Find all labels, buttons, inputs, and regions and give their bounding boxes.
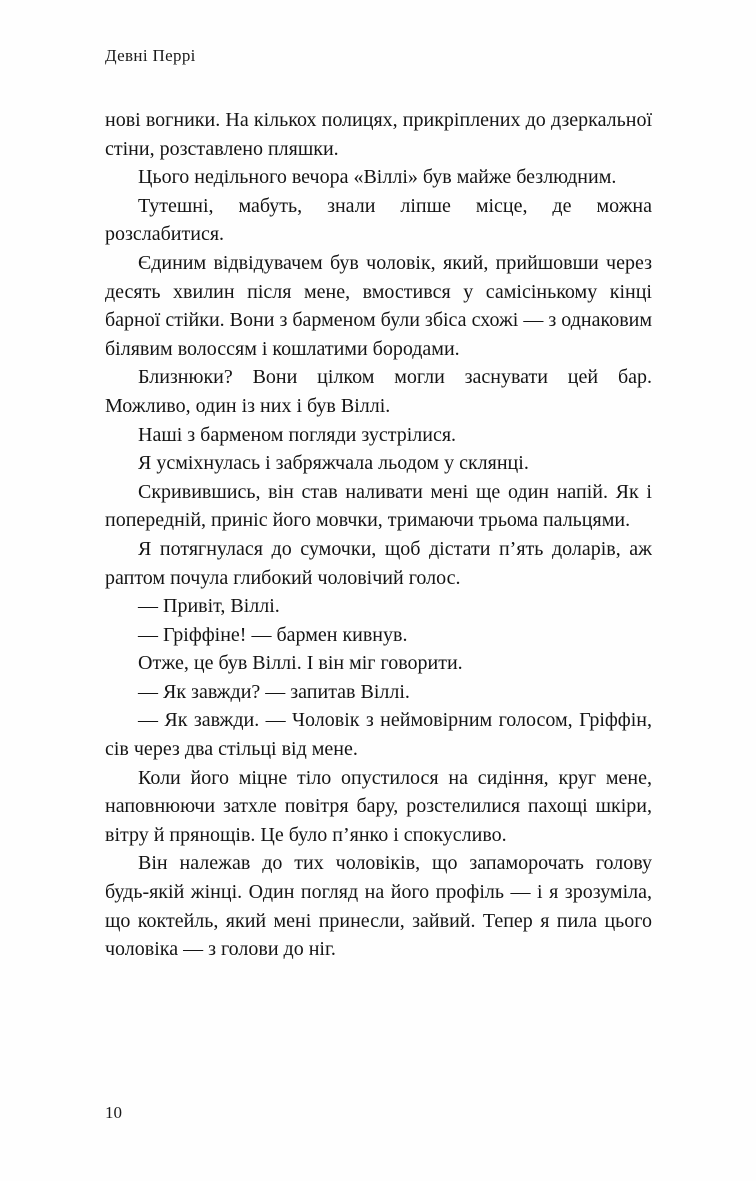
paragraph: Отже, це був Віллі. І він міг говорити. bbox=[138, 652, 463, 675]
paragraph: — Привіт, Віллі. bbox=[138, 595, 280, 618]
paragraph: — Гріффіне! — бармен кивнув. bbox=[138, 623, 408, 646]
paragraph: Тутешні, мабуть, знали ліпше місце, де можна розслабитися. bbox=[105, 194, 652, 246]
page-number: 10 bbox=[105, 1103, 122, 1122]
paragraph: Наші з барменом погляди зустрілися. bbox=[138, 423, 457, 446]
paragraph: нові вогники. На кількох полицях, прикріплених до дзеркальної стіни, розставлено пляшки. bbox=[105, 109, 652, 160]
paragraph: Близнюки? Вони цілком могли заснувати цей бар. Можливо, один із них і був Віллі. bbox=[105, 366, 652, 417]
paragraph: — Як завжди. — Чоловік з неймовірним голосом, Гріффін, сів через два стільці від мене. bbox=[105, 709, 652, 761]
paragraph: Цього недільного вечора «Віллі» був майже безлюдним. bbox=[138, 166, 617, 189]
paragraph: — Як завжди? — запитав Віллі. bbox=[138, 680, 410, 703]
paragraph: Я потягнулася до сумочки, щоб дістати п’ять доларів, аж раптом почула глибокий чоловічий голос. bbox=[105, 537, 652, 589]
paragraph: Він належав до тих чоловіків, що запаморочать голову будь-якій жінці. Один погляд на його профіль — і я зрозуміла, що коктейль, який мені принесли, зайвий. Тепер я пила цього чоловіка — з голови до ніг. bbox=[105, 852, 652, 961]
paragraph: Коли його міцне тіло опустилося на сидіння, круг мене, наповнюючи затхле повітря бару, розстелилися пахощі шкіри, вітру й прянощів. Це було п’янко і спокусливо. bbox=[105, 766, 652, 846]
body-text bbox=[105, 106, 652, 964]
paragraph: Скривившись, він став наливати мені ще один напій. Як і попередній, приніс його мовчки, тримаючи трьома пальцями. bbox=[105, 480, 652, 532]
paragraph: Я усміхнулась і забряжчала льодом у склянці. bbox=[138, 452, 529, 475]
paragraph: Єдиним відвідувачем був чоловік, який, прийшовши через десять хвилин після мене, вмостився у самісінькому кінці барної стійки. Вони з барменом були збіса схожі — з однаковим білявим волоссям і кошлатими бородами. bbox=[105, 251, 652, 360]
running-header-author: Девні Перрі bbox=[105, 46, 196, 65]
